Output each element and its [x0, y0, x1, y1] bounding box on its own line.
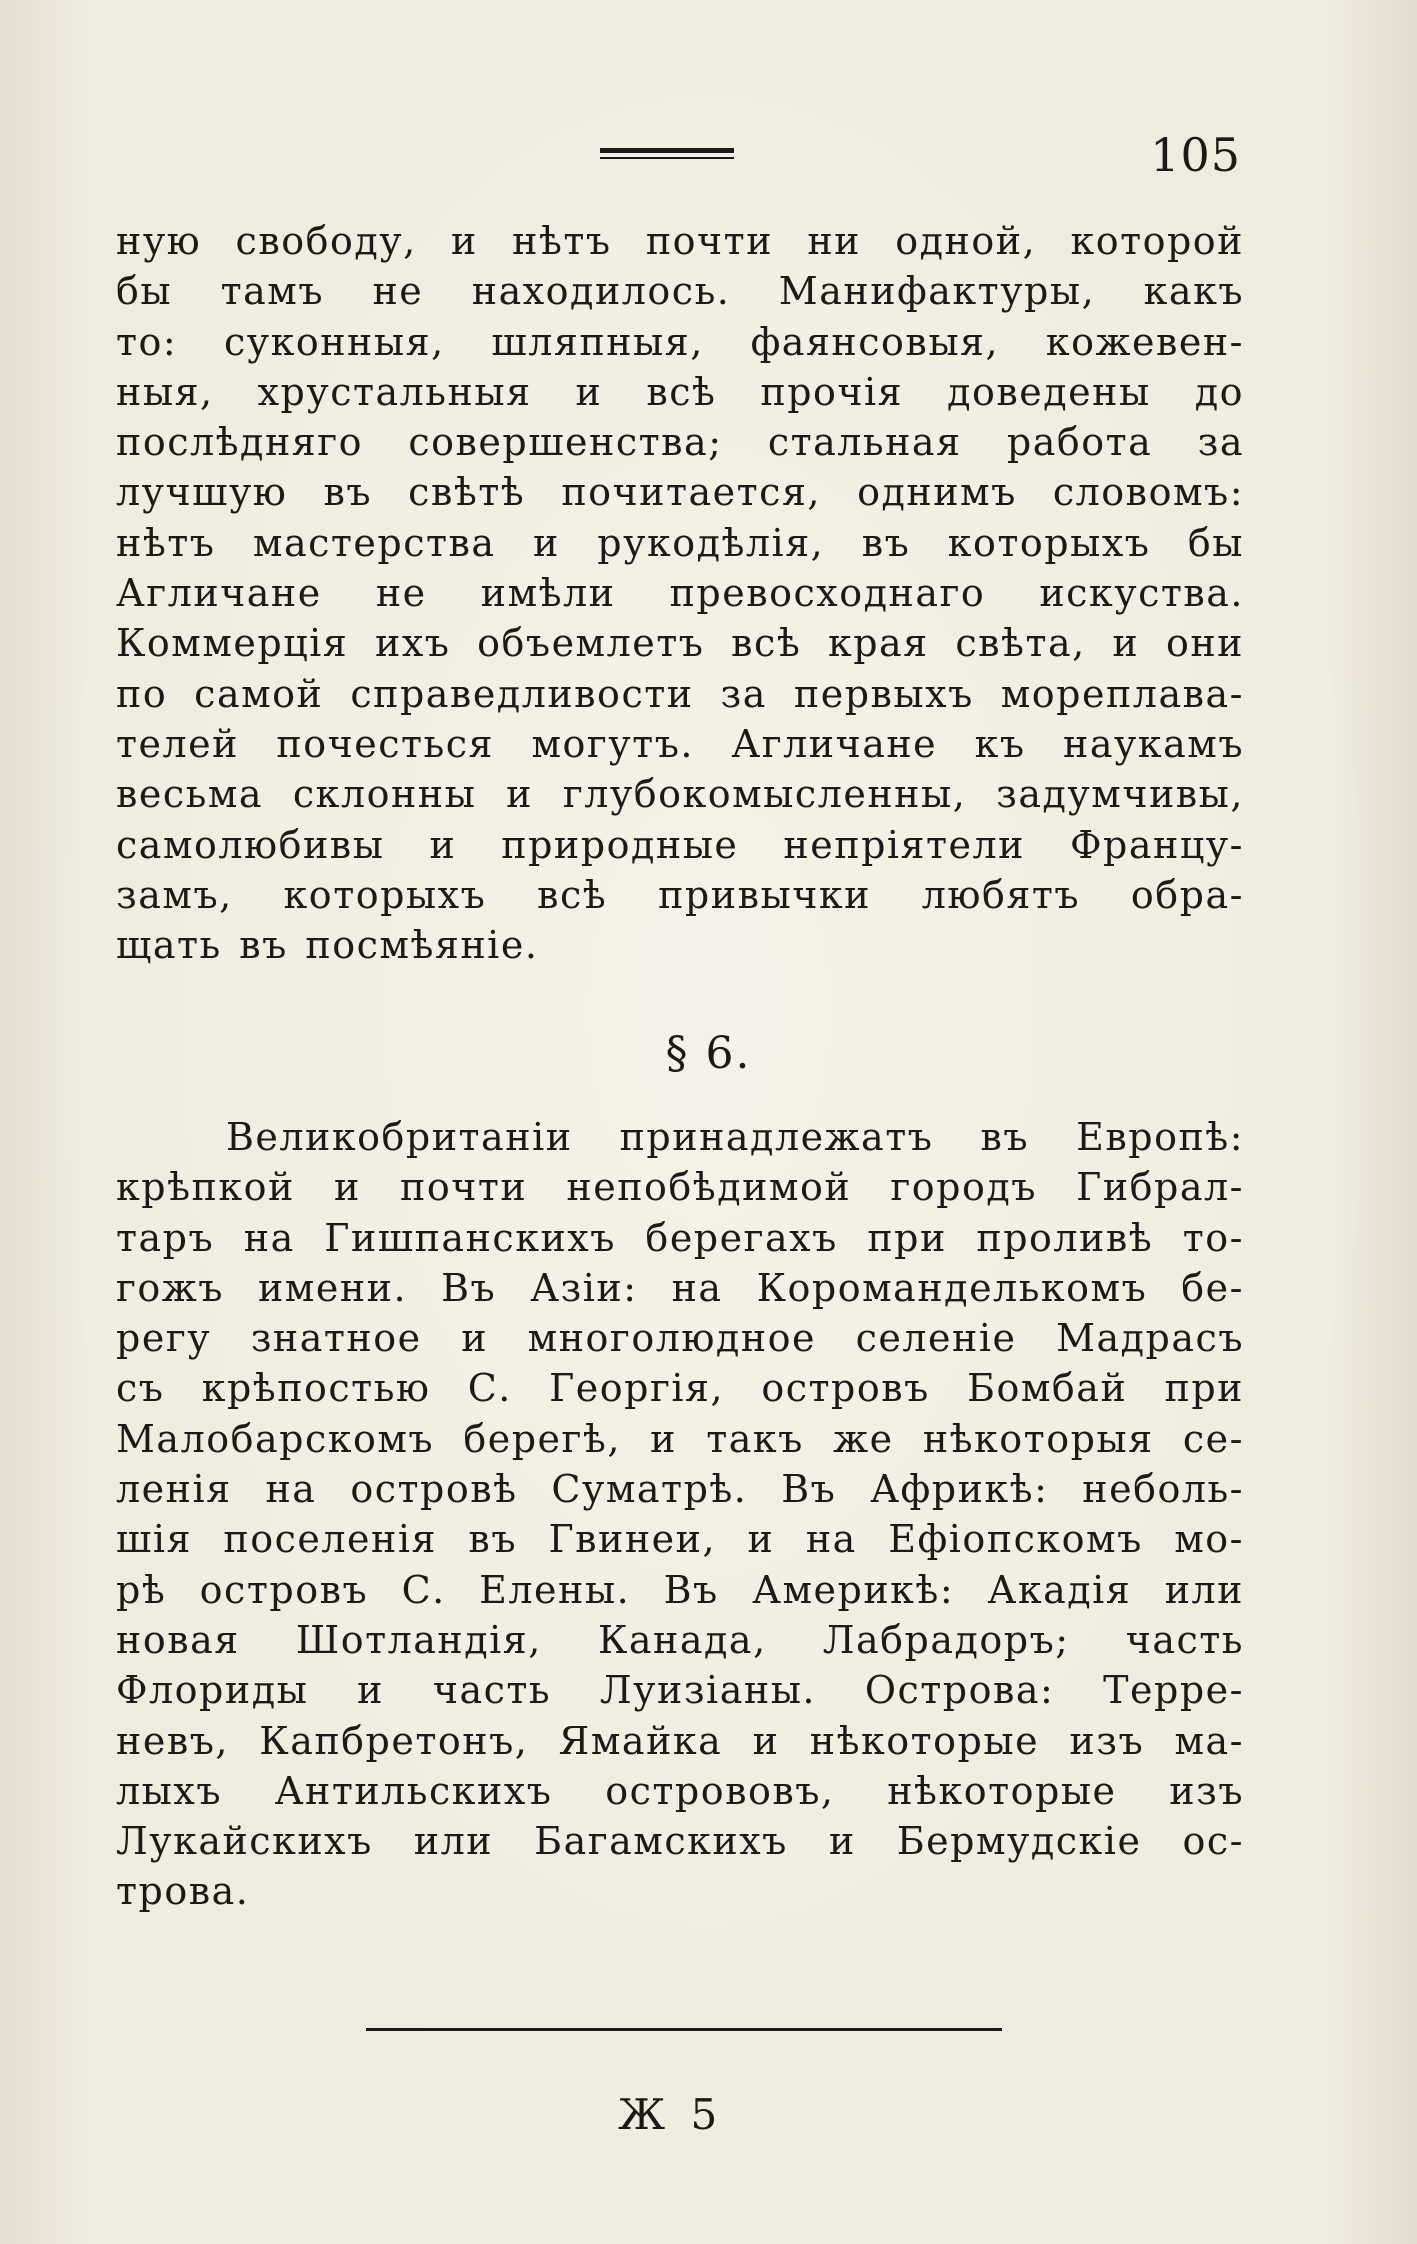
text-line: трова.: [116, 1869, 250, 1914]
signature-mark: Ж 5: [618, 2090, 724, 2139]
text-line: Лукайскихъ или Багамскихъ и Бермудскіе ос-: [116, 1819, 1244, 1864]
text-line: телей почесться могутъ. Агличане къ наукамъ: [116, 721, 1244, 766]
text-line: Малобарскомъ берегѣ, и такъ же нѣкоторыя се-: [116, 1416, 1244, 1461]
text-line: самолюбивы и природные непріятели Францу-: [116, 822, 1244, 867]
footer-rule: [366, 2028, 1002, 2031]
text-line: весьма склонны и глубокомысленны, задумчивы,: [116, 772, 1244, 817]
text-line: рѣ островъ С. Елены. Въ Америкѣ: Акадія или: [116, 1567, 1244, 1612]
text-line: гожъ имени. Въ Азіи: на Короманделькомъ бе-: [116, 1265, 1244, 1310]
text-line: ныя, хрустальныя и всѣ прочія доведены до: [116, 369, 1244, 414]
text-line: ную свободу, и нѣтъ почти ни одной, которой: [116, 219, 1244, 263]
text-line: то: суконныя, шляпныя, фаянсовыя, кожевен-: [116, 319, 1244, 364]
text-line: нѣтъ мастерства и рукодѣлія, въ которыхъ бы: [116, 520, 1244, 565]
text-line: замъ, которыхъ всѣ привычки любятъ обра-: [116, 872, 1244, 917]
paragraph-1: [116, 216, 1244, 970]
text-line: новая Шотландія, Канада, Лабрадоръ; часть: [116, 1617, 1244, 1662]
page-number: 105: [1150, 128, 1241, 182]
text-line: лыхъ Антильскихъ острововъ, нѣкоторые изъ: [116, 1768, 1244, 1813]
text-line: Агличане не имѣли превосходнаго искуства.: [116, 571, 1244, 616]
text-line: по самой справедливости за первыхъ мореплава-: [116, 671, 1244, 716]
text-line: крѣпкой и почти непобѣдимой городъ Гибрал-: [116, 1165, 1244, 1210]
text-line: Великобританіи принадлежатъ въ Европѣ:: [226, 1115, 1244, 1159]
text-line: Коммерція ихъ объемлетъ всѣ края свѣта, и они: [116, 621, 1244, 666]
section-heading: § 6.: [665, 1028, 752, 1079]
text-line: таръ на Гишпанскихъ берегахъ при проливѣ то-: [116, 1215, 1244, 1260]
paragraph-2: [116, 1112, 1244, 1917]
text-line: послѣдняго совершенства; стальная работа за: [116, 420, 1244, 465]
text-line: ленія на островѣ Суматрѣ. Въ Африкѣ: неболь-: [116, 1467, 1244, 1512]
text-line: регу знатное и многолюдное селеніе Мадрасъ: [116, 1316, 1244, 1361]
header-double-rule: [600, 148, 734, 164]
text-line: невъ, Капбретонъ, Ямайка и нѣкоторые изъ ма-: [116, 1718, 1244, 1763]
text-line: щать въ посмѣяніе.: [116, 923, 539, 968]
text-line: лучшую въ свѣтѣ почитается, однимъ словомъ:: [116, 470, 1244, 515]
text-line: шія поселенія въ Гвинеи, и на Ефіопскомъ мо-: [116, 1517, 1244, 1562]
text-line: бы тамъ не находилось. Манифактуры, какъ: [116, 269, 1244, 314]
text-line: Флориды и часть Луизіаны. Острова: Терре-: [116, 1668, 1244, 1713]
text-line: съ крѣпостью С. Георгія, островъ Бомбай при: [116, 1366, 1244, 1411]
